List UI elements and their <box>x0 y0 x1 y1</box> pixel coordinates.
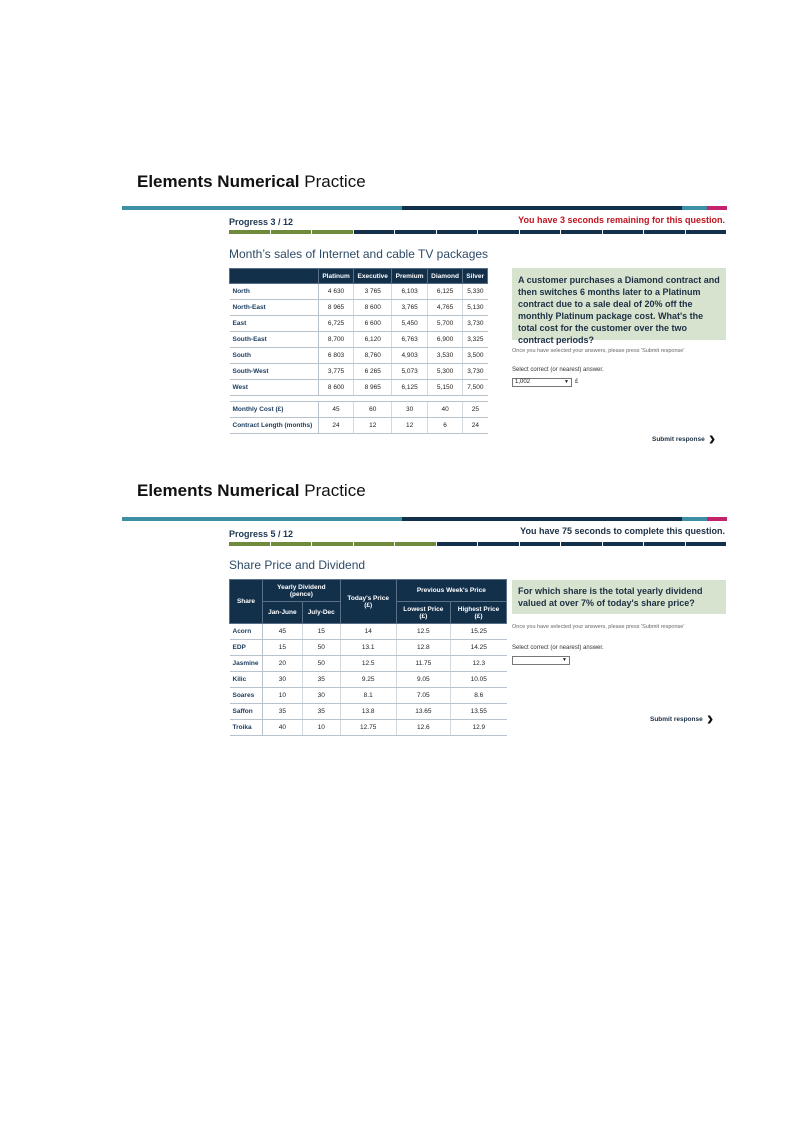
table-cell: 8 600 <box>354 300 392 316</box>
row-header-cell: Monthly Cost (£) <box>230 402 319 418</box>
unit-label: £ <box>575 379 579 385</box>
header-cell <box>230 269 319 284</box>
table-row <box>230 624 507 640</box>
header-cell: Share <box>230 580 263 624</box>
header-cell: Platinum <box>319 269 354 284</box>
row-header-cell: South-East <box>230 332 319 348</box>
table-cell: 4 630 <box>319 284 354 300</box>
row-header-cell: Soares <box>230 688 263 704</box>
question-box <box>512 580 726 614</box>
row-header-cell: Kilic <box>230 672 263 688</box>
table-cell: 4,765 <box>427 300 462 316</box>
table-cell: 13.8 <box>340 704 396 720</box>
table-row <box>230 688 507 704</box>
header-cell: July-Dec <box>302 602 340 624</box>
table-cell: 30 <box>392 402 428 418</box>
row-header-cell: Contract Length (months) <box>230 418 319 434</box>
table-cell: 8 600 <box>319 380 354 396</box>
select-label: Select correct (or nearest) answer. <box>512 645 604 651</box>
table-cell: 6,125 <box>392 380 428 396</box>
table-cell: 9.25 <box>340 672 396 688</box>
table-cell: 15 <box>302 624 340 640</box>
table-cell: 3,500 <box>463 348 488 364</box>
progress-label: Progress 5 / 12 <box>229 529 294 539</box>
table-cell: 4,903 <box>392 348 428 364</box>
table-footer-row <box>230 418 488 434</box>
page-title: Elements Numerical Practice <box>137 481 366 500</box>
table-cell: 13.1 <box>340 640 396 656</box>
table-cell: 3,325 <box>463 332 488 348</box>
table-cell: 12.75 <box>340 720 396 736</box>
table-cell: 5,700 <box>427 316 462 332</box>
table-cell: 8,760 <box>354 348 392 364</box>
header-cell: Today's Price (£) <box>340 580 396 624</box>
table-cell: 15 <box>263 640 303 656</box>
table-cell: 10 <box>302 720 340 736</box>
progress-bar <box>229 230 726 234</box>
table-cell: 12.5 <box>396 624 450 640</box>
table-cell: 3,765 <box>392 300 428 316</box>
table-cell: 3 765 <box>354 284 392 300</box>
table-cell: 6,900 <box>427 332 462 348</box>
table-cell: 9.05 <box>396 672 450 688</box>
header-cell: Yearly Dividend (pence) <box>263 580 341 602</box>
table-row <box>230 364 488 380</box>
table-cell: 3,730 <box>463 364 488 380</box>
table-cell: 8.1 <box>340 688 396 704</box>
instruction-text: Once you have selected your answers, please press 'Submit response' <box>512 348 685 354</box>
table-cell: 5,130 <box>463 300 488 316</box>
table-cell: 50 <box>302 656 340 672</box>
table-cell: 12.8 <box>396 640 450 656</box>
submit-label: Submit response <box>652 435 705 443</box>
page-title: Elements Numerical Practice <box>137 172 366 191</box>
table-cell: 5,073 <box>392 364 428 380</box>
table-cell: 14 <box>340 624 396 640</box>
table-cell: 8 965 <box>319 300 354 316</box>
table-cell: 8.6 <box>451 688 507 704</box>
table-cell: 6,725 <box>319 316 354 332</box>
submit-response-button[interactable] <box>650 710 713 728</box>
header-cell: Executive <box>354 269 392 284</box>
header-color-bar <box>122 206 727 210</box>
table-row <box>230 720 507 736</box>
table-cell: 13.55 <box>451 704 507 720</box>
table-cell: 30 <box>263 672 303 688</box>
table-cell: 24 <box>463 418 488 434</box>
table-cell: 25 <box>463 402 488 418</box>
table-row <box>230 640 507 656</box>
row-header-cell: EDP <box>230 640 263 656</box>
table-cell: 5,450 <box>392 316 428 332</box>
row-header-cell: Saffon <box>230 704 263 720</box>
row-header-cell: North <box>230 284 319 300</box>
answer-select[interactable] <box>512 656 570 665</box>
table-cell: 24 <box>319 418 354 434</box>
table-cell: 13.65 <box>396 704 450 720</box>
table-cell: 12.3 <box>451 656 507 672</box>
answer-select[interactable] <box>512 378 572 387</box>
table-cell: 3,530 <box>427 348 462 364</box>
row-header-cell: Jasmine <box>230 656 263 672</box>
table-cell: 35 <box>302 704 340 720</box>
chevron-right-icon: › <box>706 708 714 730</box>
table-cell: 12.5 <box>340 656 396 672</box>
table-cell: 50 <box>302 640 340 656</box>
table-cell: 35 <box>263 704 303 720</box>
table-cell: 35 <box>302 672 340 688</box>
submit-response-button[interactable] <box>652 430 715 448</box>
table-cell: 10 <box>263 688 303 704</box>
progress-label: Progress 3 / 12 <box>229 217 294 227</box>
table-title: Month’s sales of Internet and cable TV packages <box>229 247 489 261</box>
table-cell: 10.05 <box>451 672 507 688</box>
table-cell: 45 <box>263 624 303 640</box>
table-row <box>230 656 507 672</box>
header-cell: Diamond <box>427 269 462 284</box>
select-label: Select correct (or nearest) answer. <box>512 367 604 373</box>
table-cell: 15.25 <box>451 624 507 640</box>
table-cell: 6 803 <box>319 348 354 364</box>
table-cell: 5,150 <box>427 380 462 396</box>
table-cell: 6,763 <box>392 332 428 348</box>
row-header-cell: Acorn <box>230 624 263 640</box>
header-cell: Silver <box>463 269 488 284</box>
table-footer-row <box>230 402 488 418</box>
table-cell: 6 <box>427 418 462 434</box>
table-cell: 6 265 <box>354 364 392 380</box>
table-cell: 8 965 <box>354 380 392 396</box>
table-cell: 7,500 <box>463 380 488 396</box>
table-cell: 6 600 <box>354 316 392 332</box>
header-color-bar <box>122 517 727 521</box>
question-text: A customer purchases a Diamond contract and then switches 6 months later to a Platinum contract due to a sale deal of 20% off the monthly Platinum package cost. What's the total cost for the customer over the two contract periods? <box>518 275 720 345</box>
table-cell: 60 <box>354 402 392 418</box>
table-cell: 12.9 <box>451 720 507 736</box>
table-cell: 40 <box>263 720 303 736</box>
timer-text: You have 3 seconds remaining for this question. <box>518 215 725 225</box>
table-cell: 7.05 <box>396 688 450 704</box>
header-cell: Highest Price (£) <box>451 602 507 624</box>
table-row <box>230 704 507 720</box>
table-cell: 6,103 <box>392 284 428 300</box>
table-row <box>230 672 507 688</box>
table-row <box>230 300 488 316</box>
timer-text: You have 75 seconds to complete this question. <box>520 526 725 536</box>
table-cell: 12.6 <box>396 720 450 736</box>
table-cell: 6,125 <box>427 284 462 300</box>
table-cell: 6,120 <box>354 332 392 348</box>
sales-table <box>229 268 488 434</box>
row-header-cell: South-West <box>230 364 319 380</box>
table-cell: 20 <box>263 656 303 672</box>
question-text: For which share is the total yearly dividend valued at over 7% of today's share price? <box>518 586 703 608</box>
table-cell: 30 <box>302 688 340 704</box>
table-cell: 5,300 <box>427 364 462 380</box>
row-header-cell: South <box>230 348 319 364</box>
table-row <box>230 284 488 300</box>
answer-select-value: 1,002 <box>515 379 531 385</box>
row-header-cell: East <box>230 316 319 332</box>
question-box <box>512 268 726 345</box>
table-title: Share Price and Dividend <box>229 558 366 572</box>
progress-bar <box>229 542 726 546</box>
row-header-cell: North-East <box>230 300 319 316</box>
table-row <box>230 316 488 332</box>
table-cell: 8,700 <box>319 332 354 348</box>
submit-label: Submit response <box>650 715 703 723</box>
table-cell: 12 <box>392 418 428 434</box>
table-cell: 5,330 <box>463 284 488 300</box>
chevron-down-icon: ▼ <box>564 379 569 385</box>
table-cell: 12 <box>354 418 392 434</box>
table-cell: 3,775 <box>319 364 354 380</box>
row-header-cell: West <box>230 380 319 396</box>
header-cell: Previous Week's Price <box>396 580 506 602</box>
row-header-cell: Troika <box>230 720 263 736</box>
share-table <box>229 579 507 736</box>
table-row <box>230 332 488 348</box>
header-cell: Jan-June <box>263 602 303 624</box>
header-cell: Premium <box>392 269 428 284</box>
header-cell: Lowest Price (£) <box>396 602 450 624</box>
table-row <box>230 348 488 364</box>
table-row <box>230 380 488 396</box>
table-cell: 11.75 <box>396 656 450 672</box>
table-cell: 3,730 <box>463 316 488 332</box>
table-cell: 14.25 <box>451 640 507 656</box>
chevron-down-icon: ▼ <box>562 657 567 663</box>
table-cell: 45 <box>319 402 354 418</box>
instruction-text: Once you have selected your answers, please press 'Submit response' <box>512 624 685 630</box>
chevron-right-icon: › <box>708 428 716 450</box>
table-cell: 40 <box>427 402 462 418</box>
